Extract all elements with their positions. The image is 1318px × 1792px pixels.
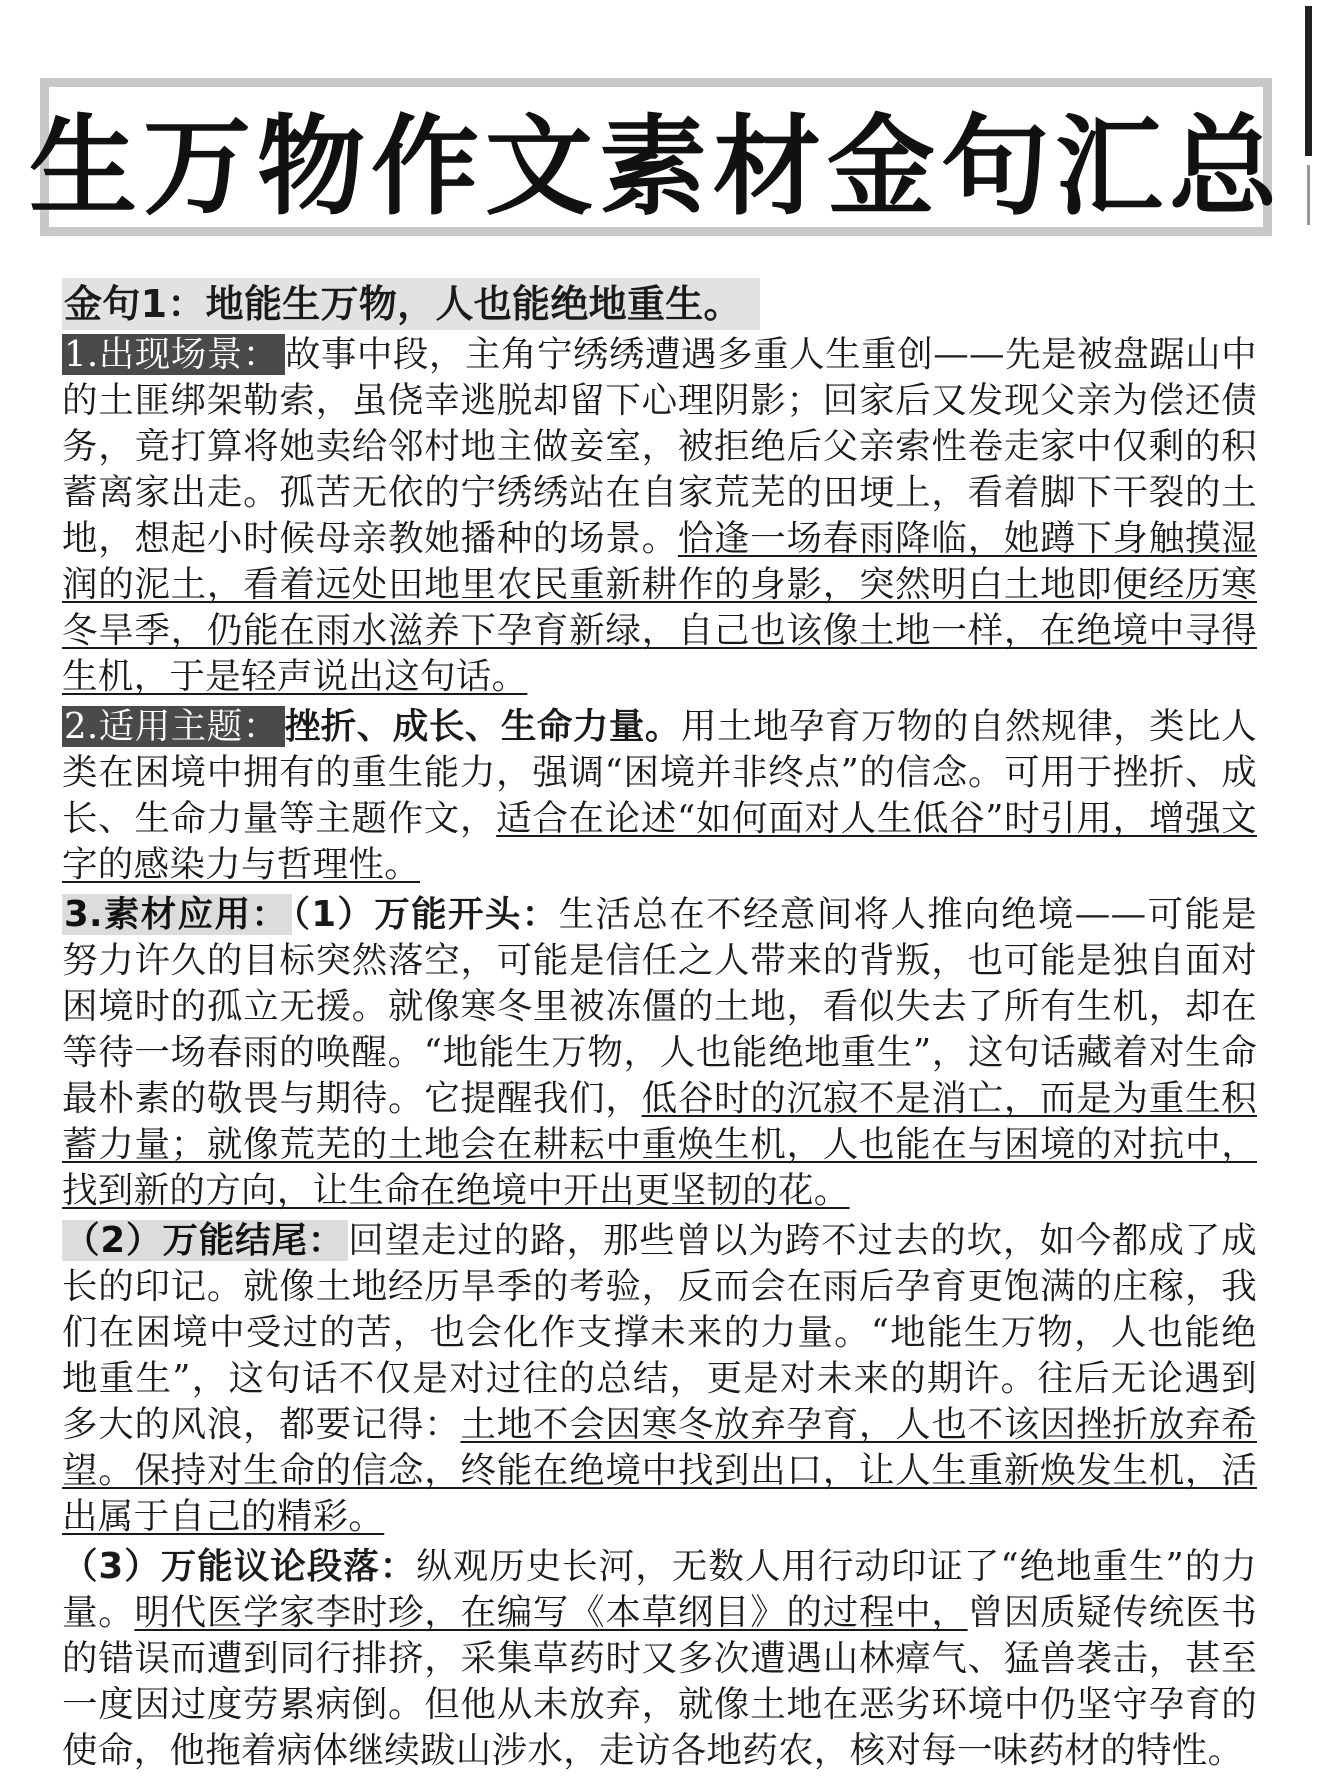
section-scene-tag: 1.出现场景： bbox=[62, 334, 285, 375]
section-scene bbox=[62, 332, 1257, 700]
section-scene-underlined: 恰逢一场春雨降临，她蹲下身触摸湿润的泥土，看着远处田地里农民重新耕作的身影，突然明白土地即便经历寒冬旱季，仍能在雨水滋养下孕育新绿，自己也该像土地一样，在绝境中寻得生机，于是轻声说出这句话。 bbox=[62, 518, 1257, 697]
document-body bbox=[62, 278, 1257, 1778]
opening-text: 生活总在不经意间将人推向绝境——可能是努力许久的目标突然落空，可能是信任之人带来的背叛，也可能是独自面对困境时的孤立无援。就像寒冬里被冻僵的土地，看似失去了所有生机，却在等待一场春雨的唤醒。“地能生万物，人也能绝地重生”，这句话藏着对生命最朴素的敬畏与期待。它提醒我们， bbox=[62, 894, 1257, 1119]
section-theme-underlined: 适合在论述“如何面对人生低谷”时引用，增强文字的感染力与哲理性。 bbox=[62, 798, 1257, 885]
title-box bbox=[29, 78, 1284, 236]
argument-rest: 曾因质疑传统医书的错误而遭到同行排挤，采集草药时又多次遭遇山林瘴气、猛兽袭击，甚至一度因过度劳累病倒。但他从未放弃，就像土地在恶劣环境中仍坚守孕育的使命，他拖着病体继续跋山涉水，走访各地药农，核对每一味药材的特性。 bbox=[62, 1592, 1257, 1771]
argument-text: 纵观历史长河，无数人用行动印证了“绝地重生”的力量。 bbox=[62, 1546, 1258, 1633]
opening-underlined: 低谷时的沉寂不是消亡，而是为重生积蓄力量；就像荒芜的土地会在耕耘中重焕生机，人也能在与困境的对抗中，找到新的方向，让生命在绝境中开出更坚韧的花。 bbox=[62, 1078, 1257, 1211]
opening-label: （1）万能开头： bbox=[292, 894, 559, 935]
section-application-opening bbox=[62, 892, 1257, 1214]
scan-edge-mark-secondary bbox=[1307, 165, 1310, 225]
argument-underlined: 明代医学家李时珍，在编写《本草纲目》的过程中， bbox=[134, 1592, 968, 1633]
ending-underlined: 土地不会因寒冬放弃孕育，人也不该因挫折放弃希望。保持对生命的信念，终能在绝境中找到出口，让人生重新焕发生机，活出属于自己的精彩。 bbox=[62, 1404, 1257, 1537]
section-scene-text: 故事中段，主角宁绣绣遭遇多重人生重创——先是被盘踞山中的土匪绑架勒索，虽侥幸逃脱却留下心理阴影；回家后又发现父亲为偿还债务，竟打算将她卖给邻村地主做妾室，被拒绝后父亲索性卷走家中仅剩的积蓄离家出走。孤苦无依的宁绣绣站在自家荒芜的田埂上，看着脚下干裂的土地，想起小时候母亲教她播种的场景。 bbox=[62, 334, 1257, 559]
section-application-argument bbox=[62, 1544, 1257, 1774]
section-theme-text: 用土地孕育万物的自然规律，类比人类在困境中拥有的重生能力，强调“困境并非终点”的信念。可用于挫折、成长、生命力量等主题作文， bbox=[62, 706, 1257, 839]
section-theme-tag: 2.适用主题： bbox=[62, 706, 285, 747]
scan-edge-mark bbox=[1305, 6, 1312, 156]
quote-heading: 金句1：地能生万物，人也能绝地重生。 bbox=[62, 278, 760, 330]
ending-label: （2）万能结尾： bbox=[62, 1220, 348, 1261]
section-theme bbox=[62, 704, 1257, 888]
section-application-tag: 3.素材应用： bbox=[62, 894, 292, 935]
section-theme-keywords: 挫折、成长、生命力量。 bbox=[284, 706, 681, 747]
section-application-ending bbox=[62, 1218, 1257, 1540]
ending-text: 回望走过的路，那些曾以为跨不过去的坎，如今都成了成长的印记。就像土地经历旱季的考验，反而会在雨后孕育更饱满的庄稼，我们在困境中受过的苦，也会化作支撑未来的力量。“地能生万物，人也能绝地重生”，这句话不仅是对过往的总结，更是对未来的期许。往后无论遇到多大的风浪，都要记得： bbox=[62, 1220, 1257, 1445]
page-title: 生万物作文素材金句汇总 bbox=[29, 104, 1284, 230]
argument-label: （3）万能议论段落： bbox=[62, 1546, 417, 1587]
